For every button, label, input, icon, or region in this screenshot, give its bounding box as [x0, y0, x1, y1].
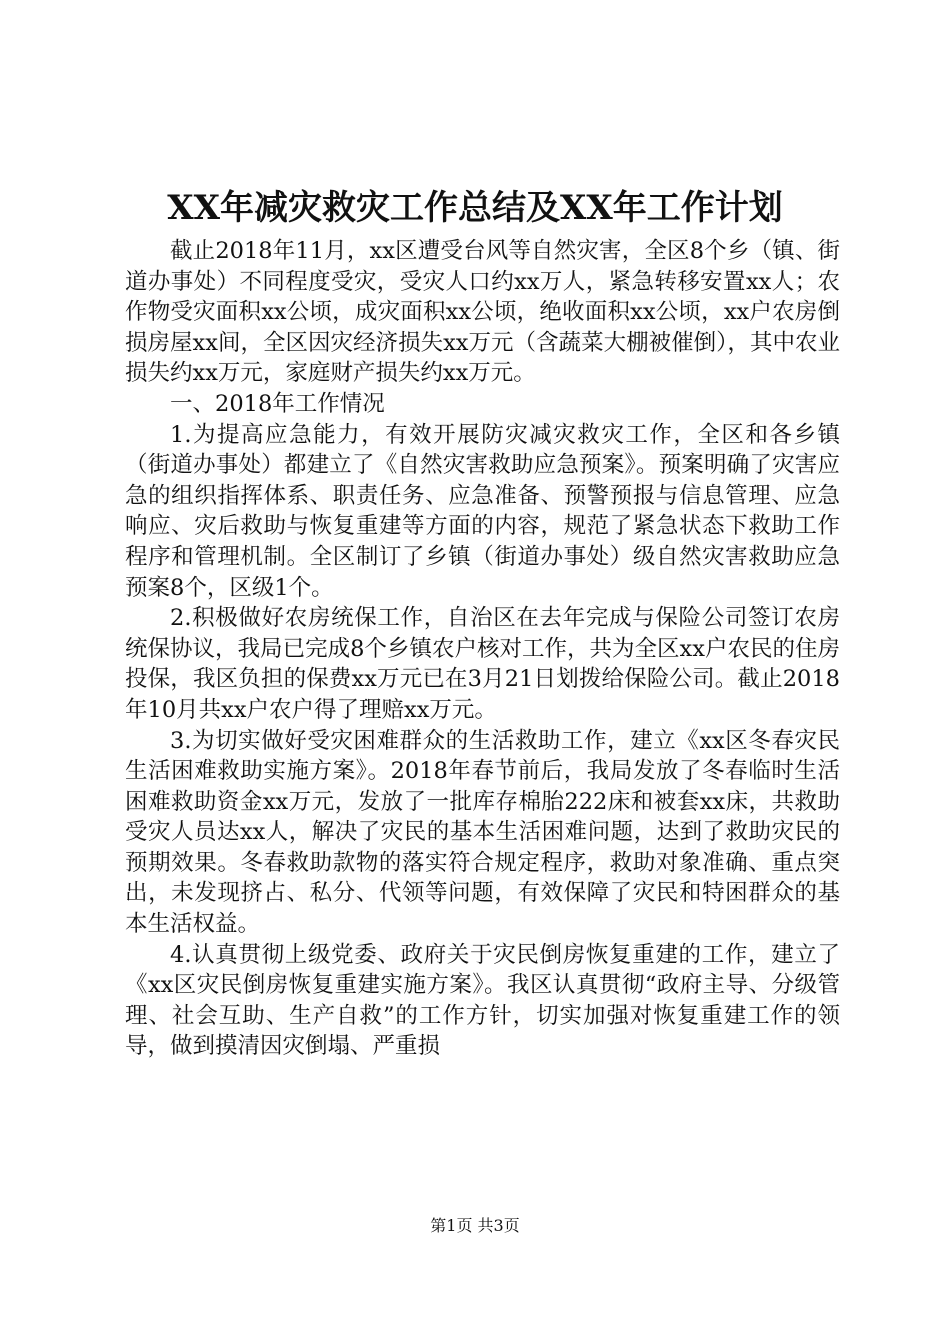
- paragraph-intro: 截止2018年11月，xx区遭受台风等自然灾害，全区8个乡（镇、街道办事处）不同程度受灾，受灾人口约xx万人，紧急转移安置xx人；农作物受灾面积xx公顷，成灾面积xx公顷，绝收面积xx公顷，xx户农房倒损房屋xx间，全区因灾经济损失xx万元（含蔬菜大棚被催倒），其中农业损失约xx万元，家庭财产损失约xx万元。: [125, 238, 840, 387]
- document-body: [125, 236, 840, 1062]
- page-number-footer: 第1页 共3页: [430, 1216, 520, 1235]
- document-title: XX年减灾救灾工作总结及XX年工作计划: [167, 188, 783, 228]
- paragraph-item-2: 2.积极做好农房统保工作，自治区在去年完成与保险公司签订农房统保协议，我局已完成8个乡镇农户核对工作，共为全区xx户农民的住房投保，我区负担的保费xx万元已在3月21日划拨给保险公司。截止2018年10月共xx户农户得了理赔xx万元。: [125, 605, 840, 723]
- paragraph-item-3: 3.为切实做好受灾困难群众的生活救助工作，建立《xx区冬春灾民生活困难救助实施方案》。2018年春节前后，我局发放了冬春临时生活困难救助资金xx万元，发放了一批库存棉胎222床和被套xx床，共救助受灾人员达xx人，解决了灾民的基本生活困难问题，达到了救助灾民的预期效果。冬春救助款物的落实符合规定程序，救助对象准确、重点突出，未发现挤占、私分、代领等问题，有效保障了灾民和特困群众的基本生活权益。: [125, 727, 840, 938]
- paragraph-item-4: 4.认真贯彻上级党委、政府关于灾民倒房恢复重建的工作，建立了《xx区灾民倒房恢复重建实施方案》。我区认真贯彻“政府主导、分级管理、社会互助、生产自救”的工作方针，切实加强对恢复重建工作的领导，做到摸清因灾倒塌、严重损: [125, 941, 840, 1060]
- section-heading: 一、2018年工作情况: [170, 390, 385, 417]
- paragraph-item-1: 1.为提高应急能力，有效开展防灾减灾救灾工作，全区和各乡镇（街道办事处）都建立了《自然灾害救助应急预案》。预案明确了灾害应急的组织指挥体系、职责任务、应急准备、预警预报与信息管理、应急响应、灾后救助与恢复重建等方面的内容，规范了紧急状态下救助工作程序和管理机制。全区制订了乡镇（街道办事处）级自然灾害救助应急预案8个，区级1个。: [125, 421, 840, 601]
